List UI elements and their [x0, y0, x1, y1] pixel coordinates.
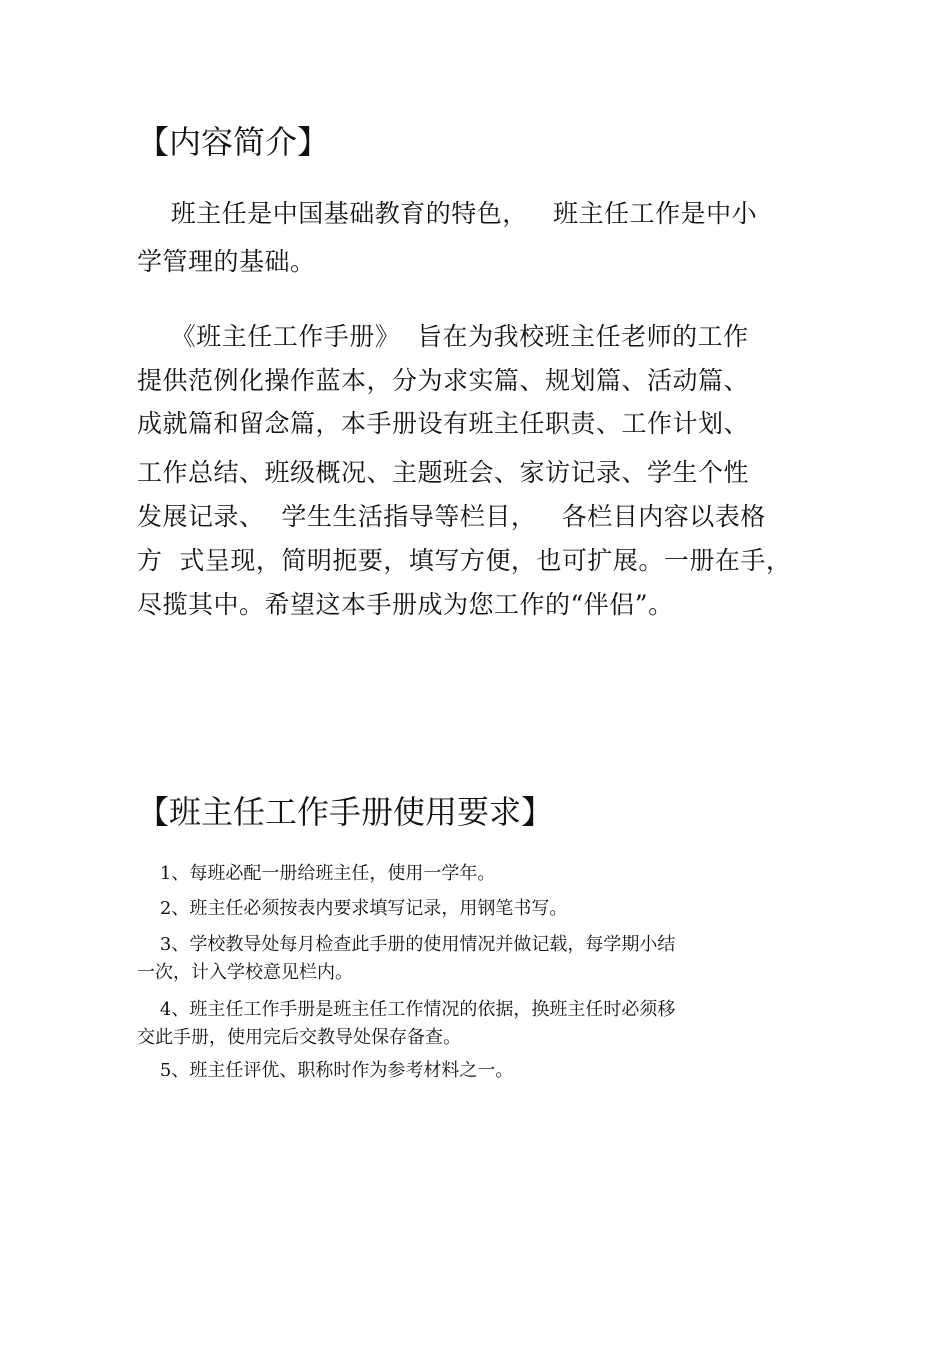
intro-para2-line: 工作总结、班级概况、主题班会、家访记录、学生个性 [137, 458, 750, 487]
requirement-item: 3、学校教导处每月检查此手册的使用情况并做记载，每学期小结 [137, 934, 676, 955]
intro-para2-line: 尽揽其中。希望这本手册成为您工作的“伴侣”。 [137, 590, 674, 619]
intro-para2-line: 发展记录、 学生生活指导等栏目， 各栏目内容以表格 [137, 502, 766, 531]
intro-para2-line: 提供范例化操作蓝本，分为求实篇、规划篇、活动篇、 [137, 366, 750, 395]
intro-para2-line: 《班主任工作手册》 旨在为我校班主任老师的工作 [137, 322, 749, 351]
requirement-item: 5、班主任评优、职称时作为参考材料之一。 [137, 1060, 514, 1081]
requirement-item-continuation: 一次，计入学校意见栏内。 [137, 962, 353, 983]
requirement-item: 2、班主任必须按表内要求填写记录，用钢笔书写。 [137, 898, 568, 919]
intro-para1-line: 班主任是中国基础教育的特色， 班主任工作是中小 [137, 199, 758, 228]
requirements-heading: 【班主任工作手册使用要求】 [137, 793, 554, 831]
intro-para1-line: 学管理的基础。 [137, 247, 316, 276]
requirement-item-continuation: 交此手册，使用完后交教导处保存备查。 [137, 1027, 461, 1048]
intro-para2-line: 成就篇和留念篇，本手册设有班主任职责、工作计划、 [137, 409, 750, 438]
intro-para2-line: 方 式呈现，简明扼要，填写方便，也可扩展。一册在手， [137, 546, 792, 575]
intro-heading: 【内容简介】 [137, 123, 330, 161]
requirement-item: 1、每班必配一册给班主任，使用一学年。 [137, 863, 496, 884]
requirement-item: 4、班主任工作手册是班主任工作情况的依据，换班主任时必须移 [137, 999, 676, 1020]
